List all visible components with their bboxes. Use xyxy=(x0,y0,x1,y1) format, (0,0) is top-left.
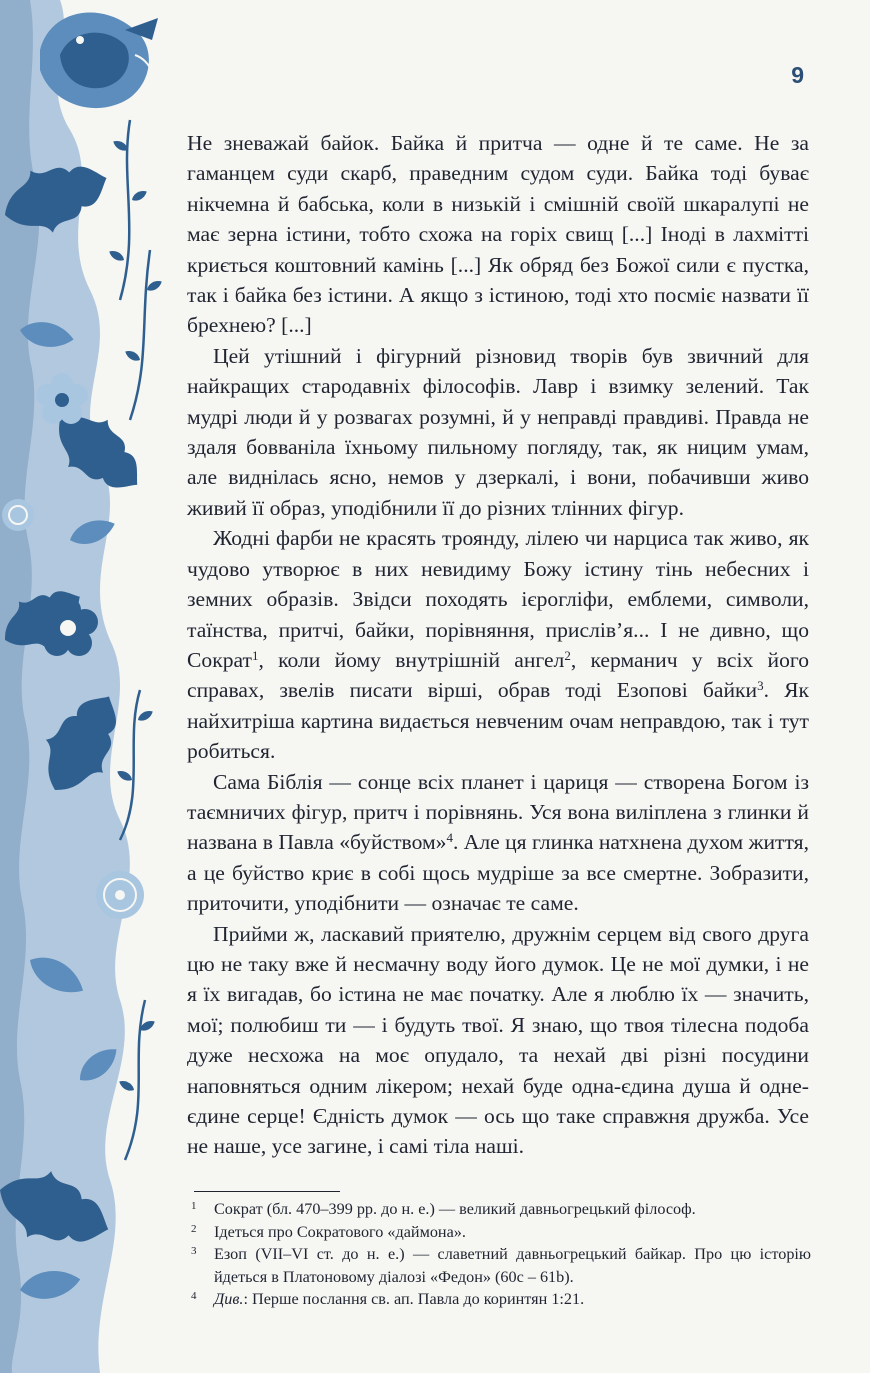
floral-ornament-border xyxy=(0,0,175,1373)
footnote xyxy=(187,1221,811,1244)
paragraph xyxy=(187,341,809,523)
footnote-text xyxy=(214,1288,811,1311)
italic-text: Див. xyxy=(214,1290,244,1309)
footnote-reference: 3 xyxy=(757,678,764,694)
footnote-text xyxy=(214,1243,811,1288)
text-run: . Але ця глинка натхнена духом життя, а це буйство криє в собі щось мудріше за все смертне. Зобразити, приточити, уподібнити — означає те саме. xyxy=(187,830,809,916)
paragraph xyxy=(187,767,809,919)
footnote-text xyxy=(214,1221,811,1244)
paragraph xyxy=(187,128,809,341)
text-run: Сама Біблія — сонце всіх планет і цариця — створена Богом із таємничих фігур, притч і порівнянь. Уся вона виліплена з глинки й названа в Павла «буйством» xyxy=(187,769,809,855)
footnote xyxy=(187,1288,811,1311)
footnote-number: 4 xyxy=(191,1290,197,1303)
text-run: , коли йому внутрішній ангел xyxy=(258,647,565,672)
text-run: Ідеться про Сократового «даймона». xyxy=(214,1222,466,1241)
footnote-number: 3 xyxy=(191,1245,197,1258)
page-number: 9 xyxy=(791,62,804,88)
text-run: Жодні фарби не красять троянду, лілею чи нарциса так живо, як чудово утворює в них невидиму Божу істину тінь небесних і земних образів. Звідси походять ієрогліфи, емблеми, символи, таїнства, притчі, байки, порівняння, прислів’я... І не дивно, що Сократ xyxy=(187,526,809,672)
footnote xyxy=(187,1243,811,1288)
footnotes xyxy=(187,1198,811,1311)
text-run: . Як найхитріша картина видається невченим очам неправдою, так і тут робиться. xyxy=(187,678,809,764)
text-run: , керманич у всіх його справах, звелів писати вірші, обрав тоді Езопові байки xyxy=(187,647,809,703)
paragraph xyxy=(187,523,809,766)
text-run: Сократ (бл. 470–399 рр. до н. е.) — великий давньогрецький філософ. xyxy=(214,1200,696,1218)
footnote xyxy=(187,1198,811,1221)
text-run: Прийми ж, ласкавий приятелю, дружнім серцем від свого друга цю не таку вже й несмачну воду його думок. Це не мої думки, і не я їх вигадав, бо істина не має початку. Але я люблю їх — значить, мої; полюбиш ти — і будуть твої. Я знаю, що твоя тілесна подоба дуже несхожа на моє опудало, та нехай дві різні посудини наповняться одним лікером; нехай буде одна-єдина душа й одне-єдине серце! Єдність думок — ось що таке справжня дружба. Усе не наше, усе загине, і самі тіла наші. xyxy=(187,921,809,1159)
text-run: : Перше послання св. ап. Павла до коринтян 1:21. xyxy=(243,1290,585,1309)
footnote-separator xyxy=(194,1191,340,1192)
text-run: Цей утішний і фігурний різновид творів був звичний для найкращих стародавніх філософів. Лавр і взимку зелений. Так мудрі люди й у розвагах розумні, й у неправді правдиві. Правда не здаля бовваніла їхньому пильному погляду, так, як ницим умам, але виднілась ясно, немов у дзеркалі, і вони, побачивши живо живий її образ, уподібнили її до різних тлінних фігур. xyxy=(187,343,809,520)
footnote-text xyxy=(214,1198,811,1221)
footnote-reference: 4 xyxy=(446,830,453,846)
footnote-number: 1 xyxy=(191,1200,197,1212)
footnote-reference: 1 xyxy=(251,647,259,663)
footnote-number: 2 xyxy=(191,1222,197,1235)
paragraph xyxy=(187,919,809,1162)
text-run: Езоп (VII–VI ст. до н. е.) — славетний давньогрецький байкар. Про цю історію йдеться в Платоновому діалозі «Федон» (60с – 61b). xyxy=(214,1245,811,1286)
main-text xyxy=(187,128,809,1162)
footnote-reference: 2 xyxy=(564,647,571,663)
text-run: Не зневажай байок. Байка й притча — одне й те саме. Не за гаманцем суди скарб, праведним судом суди. Байка тоді буває нікчемна й бабська, коли в низькій і смішній своїй шкаралупі не має зерна істини, тобто схожа на горіх свищ [...] Іноді в лахмітті криється коштовний камінь [...] Як обряд без Божої сили є пустка, так і байка без істини. А якщо з істиною, тоді хто посміє назвати її брехнею? [...] xyxy=(187,131,809,338)
